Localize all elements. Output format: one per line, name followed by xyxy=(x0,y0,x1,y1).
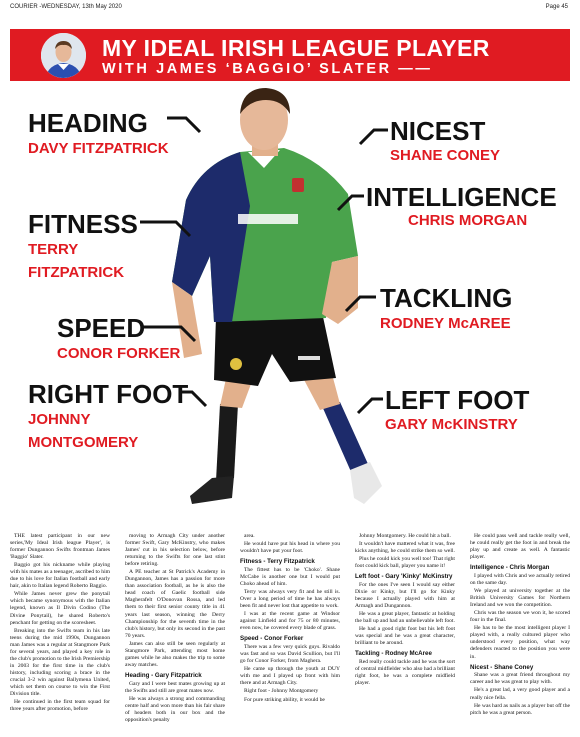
subheading: Tackling - Rodney McAree xyxy=(355,650,432,658)
paragraph: Gary and I were best mates growing up at the Swifts and still are great mates now. xyxy=(125,680,225,694)
category-speed-player: CONOR FORKER xyxy=(57,345,181,362)
paragraph: area. xyxy=(244,533,255,539)
article-column-4 xyxy=(355,533,455,688)
headline-title: MY IDEAL IRISH LEAGUE PLAYER xyxy=(102,35,490,61)
subheading: Speed - Conor Forker xyxy=(240,635,304,643)
paragraph: Breaking into the Swifts team in his late teens during the mid 1990s, Dungannon man James was a regular at Stangmore Park for several years, and played a key role in the club's promotion to the Irish Premiership in 2003 for the first time in the club's history, including scoring a brace in the crucial 3-2 win against Ballymena United, which set them on course to win the First Division title. xyxy=(10,627,110,698)
paragraph: He was hard as nails as a player but off the pitch he was a great person. xyxy=(470,702,570,716)
paragraph: He continued in the first team squad for three years after promotion, before xyxy=(10,699,110,713)
paragraph: Red really could tackle and he was the sort of central midfielder who also had a brilliant right foot, he was a complete midfield player. xyxy=(355,659,455,687)
fitness-player-line-2: FITZPATRICK xyxy=(28,264,125,282)
paragraph: He could pass well and tackle really well, he could really get the foot in and break the play up and create as well. A fantastic player. xyxy=(470,533,570,561)
page-number: Page 45 xyxy=(545,4,568,10)
paragraph: There was a few very quick guys. Rivaldo was fast and so was David Scullion, but I'll go for Conor Forker, from Maghera. xyxy=(240,644,340,665)
paragraph: Chris was the season we won it, he scored four in the final. xyxy=(470,610,570,624)
category-intelligence-label: INTELLIGENCE xyxy=(366,182,557,212)
paragraph: It wouldn't have mattered what it was, free kicks anything, he could strike them so well. xyxy=(355,541,455,555)
headline-subtitle: WITH JAMES ‘BAGGIO’ SLATER —— xyxy=(102,61,433,77)
paragraph: He's a great lad, a very good player and a really nice fella. xyxy=(470,687,570,701)
article-column-3 xyxy=(240,533,340,705)
category-speed-label: SPEED xyxy=(57,313,146,343)
paragraph: For pure striking ability, it would be xyxy=(244,696,325,703)
paragraph: While James never grew the ponytail which became synonymous with the Italian legend, known as Il Divin Codino (The Divine Ponytail), he shared Roberto's penchant for getting on the scoresheet. xyxy=(10,591,110,626)
article-column-2 xyxy=(125,533,225,725)
subheading: Intelligence - Chris Morgan xyxy=(470,564,550,572)
right-foot-player-line-2: MONTGOMERY xyxy=(28,434,139,452)
paragraph: James can also still be seen regularly at Stangmore Park, attending most home games while he also makes the trip to some away matches. xyxy=(125,640,225,668)
right-foot-player-line-1: JOHNNY xyxy=(28,411,91,428)
category-heading-player: DAVY FITZPATRICK xyxy=(28,140,169,157)
paragraph: For the ones I've seen I would say either Dixie or Kinky, but I'll go for Kinky because I actually played with him at Armagh and Dungannon. xyxy=(355,582,455,610)
subheading: Nicest - Shane Coney xyxy=(470,663,534,671)
article-body xyxy=(10,533,570,733)
paragraph: Terry was always very fit and he still is. Over a long period of time he has always been fit and never lost that appetite to work. xyxy=(240,589,340,610)
paragraph: Shane was a great friend throughout my career and he was great to play with. xyxy=(470,672,570,686)
category-right-foot-player xyxy=(28,408,188,455)
category-left-foot-label: LEFT FOOT xyxy=(385,385,530,415)
paragraph: He was a great player, fantastic at holding the ball up and had an unbelievable left foot. xyxy=(355,611,455,625)
category-tackling-player: RODNEY McAREE xyxy=(380,315,511,332)
fitness-player-line-1: TERRY xyxy=(28,241,79,258)
publication-date: COURIER -WEDNESDAY, 13th May 2020 xyxy=(10,4,122,10)
article-column-5 xyxy=(470,533,570,718)
subheading: Left foot - Gary 'Kinky' McKinstry xyxy=(355,573,453,581)
subheading: Fitness - Terry Fitzpatrick xyxy=(240,558,315,566)
paragraph: Johnny Montgomery. He could hit a ball. xyxy=(359,533,451,539)
article-column-1 xyxy=(10,533,110,714)
paragraph: Plus he could kick you well too! That right foot could kick ball, player you name it! xyxy=(355,556,455,570)
paragraph: The fittest has to be 'Choko'. Shane McCabe is another one but I would put Choko ahead of him. xyxy=(240,566,340,588)
category-intelligence-player: CHRIS MORGAN xyxy=(408,212,528,229)
paragraph: I played with Chris and we actually retired on the same day. xyxy=(470,573,570,587)
category-nicest-player: SHANE CONEY xyxy=(390,147,501,164)
paragraph: THE latest participant in our new series,'My Ideal Irish league Player', is former Dungannon Swifts frontman James 'Baggio' Slater. xyxy=(10,533,110,561)
category-heading-label: HEADING xyxy=(28,108,148,138)
subheading: Heading - Gary Fitzpatrick xyxy=(125,671,202,679)
paragraph: He has to be the most intelligent player I played with, a really cultured player who understood every position, what way defenders reacted to the position you were in. xyxy=(470,625,570,660)
category-right-foot-label: RIGHT FOOT xyxy=(28,379,189,409)
paragraph: Right foot - Johnny Montgomery xyxy=(244,688,319,695)
paragraph: moving to Armagh City under another former Swift, Gary McKinstry, who makes James' cut in his selection below, before returning to the Swifts for one last stint before retiring. xyxy=(125,533,225,568)
paragraph: We played at university together at the British University Games for Northern Ireland and we won the competition. xyxy=(470,588,570,609)
paragraph: He came up through the youth at DUY with me and I played up front with him there and at Armagh City. xyxy=(240,666,340,687)
paragraph: I was at the recent game at Windsor against Linfield and for 75 or 80 minutes, even now, he covered every blade of grass. xyxy=(240,611,340,632)
paragraph: He was always a strong and commanding centre half and won more than his fair share of headers both in our box and the opposition's penalty xyxy=(125,695,225,723)
paragraph: He had a good right foot but his left foot was special and he was a great character, brilliant to be around. xyxy=(355,626,455,647)
paragraph: He would have put his head in where you wouldn't have put your foot. xyxy=(240,541,340,555)
paragraph: Baggio got his nickname while playing with his mates as a teenager, ascribed to him due to his love for Italian football and early hair, akin to Italian legend Roberto Baggio. xyxy=(10,562,110,590)
paragraph: A PE teacher at St Patrick's Academy in Dungannon, James has a passion for more than association football, as he is also the head coach of Gaelic football side Magherafelt O'Donovan Rossa, and led them to their first senior county title in 41 years last season, winning the Derry Championship for the seventh time in the club's history, but only its second in the past 70 years. xyxy=(125,569,225,639)
category-tackling-label: TACKLING xyxy=(380,283,513,313)
category-nicest-label: NICEST xyxy=(390,116,486,146)
category-left-foot-player: GARY McKINSTRY xyxy=(385,416,518,433)
category-fitness-player xyxy=(28,238,178,285)
category-fitness-label: FITNESS xyxy=(28,209,138,239)
